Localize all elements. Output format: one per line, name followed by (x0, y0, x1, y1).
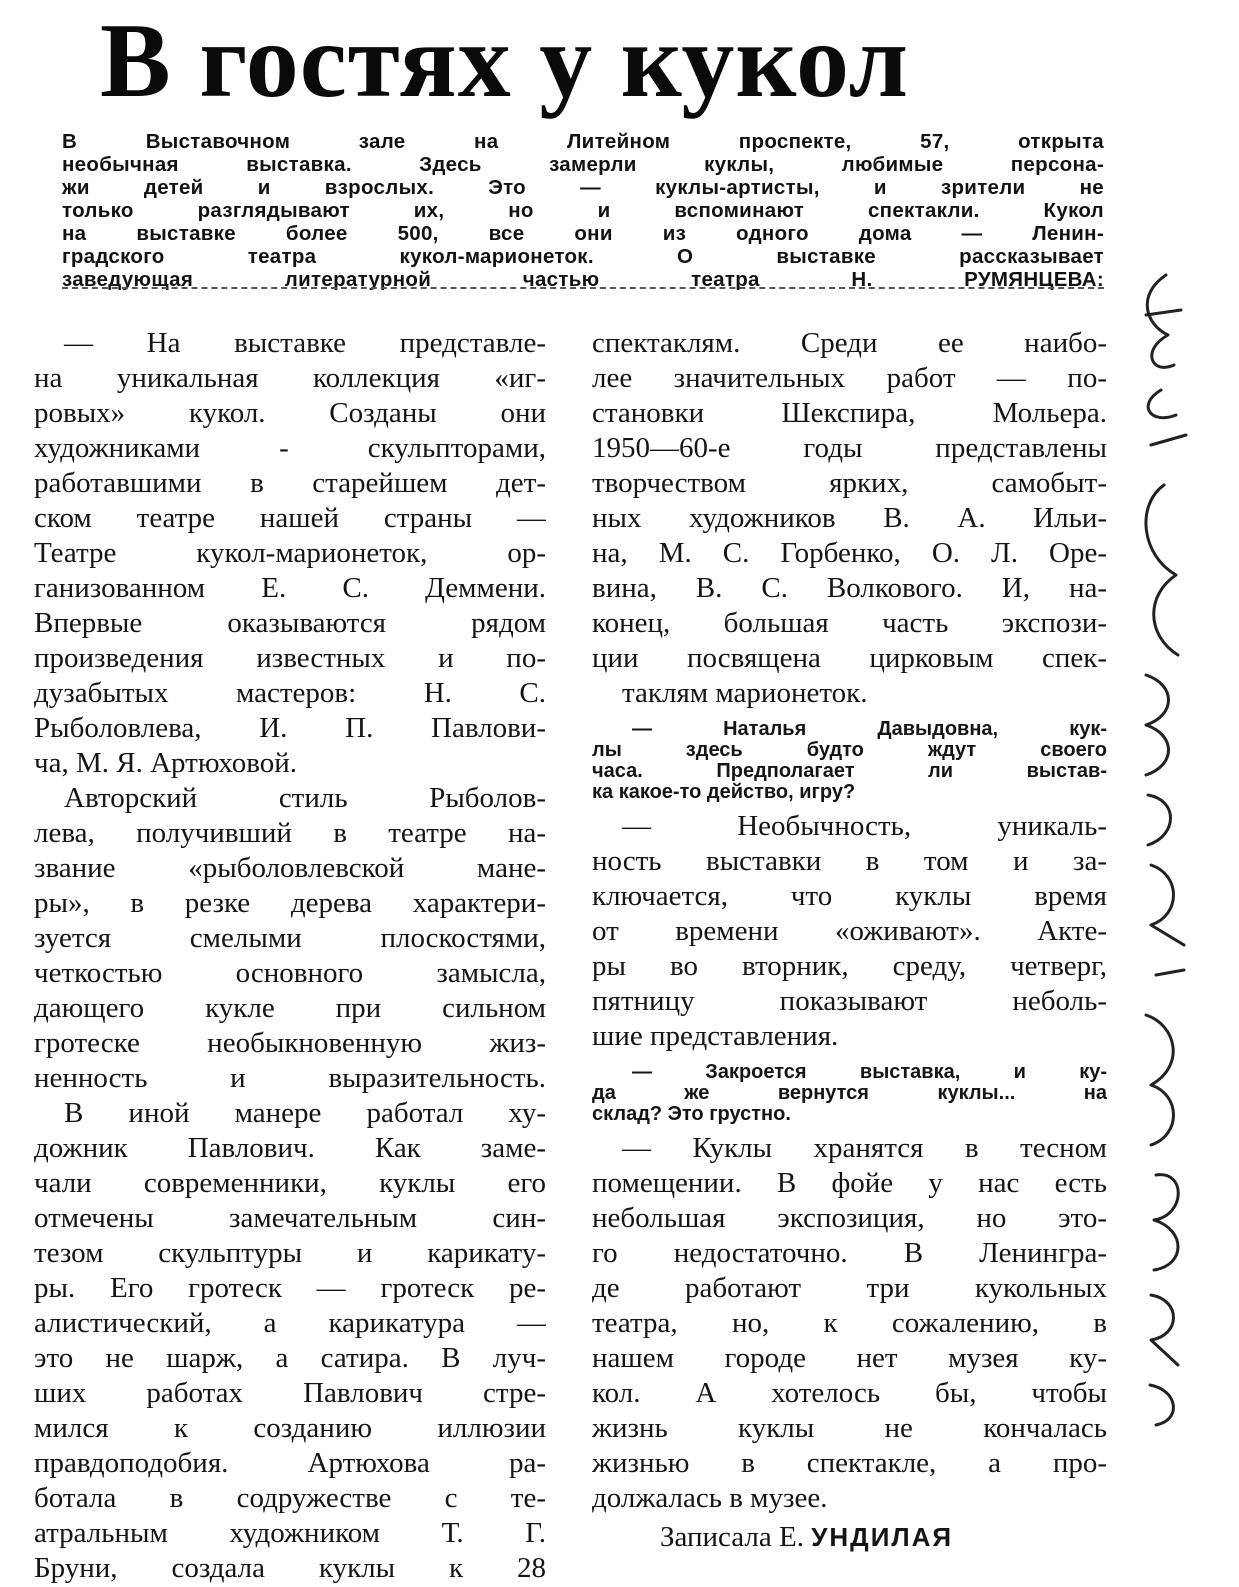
text-line: должалась в музее. (592, 1482, 828, 1514)
question-line: склад? Это грустно. (592, 1104, 791, 1125)
text-line: ровых» кукол. Созданы они (34, 397, 546, 429)
text-line: дающего кукле при сильном (34, 992, 546, 1024)
lead-line: жи детей и взрослых. Это — куклы-артисты, и зрители не (62, 176, 1104, 199)
text-line: тезом скульптуры и карикату- (34, 1237, 546, 1269)
headline: В гостях у кукол (100, 2, 910, 119)
text-line: ции посвящена цирковым спек- (592, 642, 1107, 674)
text-line: работавшими в старейшем дет- (34, 467, 546, 499)
interview-question (592, 719, 1107, 803)
text-line: ском театре нашей страны — (34, 502, 546, 534)
text-line: театра, но, к сожалению, в (592, 1307, 1107, 1339)
text-line: Рыболовлева, И. П. Павлови- (34, 712, 546, 744)
text-line: это не шарж, а сатира. В луч- (34, 1342, 546, 1374)
text-line: ботала в содружестве с те- (34, 1482, 546, 1514)
text-line: ча, М. Я. Артюховой. (34, 747, 298, 779)
text-line: спектаклям. Среди ее наибо- (592, 327, 1107, 359)
text-line: ры во вторник, среду, четверг, (592, 950, 1107, 982)
text-line: алистический, а карикатура — (34, 1307, 546, 1339)
signature (592, 1520, 1107, 1555)
text-line: ненность и выразительность. (34, 1062, 546, 1094)
question-line: часа. Предполагает ли выстав- (592, 761, 1107, 782)
text-line: ность выставки в том и за- (592, 845, 1107, 877)
interview-question (592, 1062, 1107, 1125)
text-line: Бруни, создала куклы к 28 (34, 1552, 546, 1584)
text-line: ключается, что куклы время (592, 880, 1107, 912)
text-line: художниками - скульпторами, (34, 432, 546, 464)
lead-line: только разглядывают их, но и вспоминают спектакли. Кукол (62, 199, 1104, 222)
text-line: дожник Павлович. Как заме- (34, 1132, 546, 1164)
text-line: лее значительных работ — по- (592, 362, 1107, 394)
lead-line: заведующая литературной частью театра Н. РУМЯНЦЕВА: (62, 268, 1104, 291)
question-line: да же вернутся куклы... на (592, 1083, 1107, 1104)
text-line: конец, большая часть экспози- (592, 607, 1107, 639)
divider-rule (62, 287, 1104, 289)
signature-name: УНДИЛАЯ (811, 1522, 954, 1552)
text-line: В иной манере работал ху- (64, 1097, 546, 1129)
handwritten-note (1106, 255, 1196, 1435)
text-line: кол. А хотелось бы, чтобы (592, 1377, 1107, 1409)
text-line: на, М. С. Горбенко, О. Л. Оре- (592, 537, 1107, 569)
text-line: дузабытых мастеров: Н. С. (34, 677, 546, 709)
lead-line: В Выставочном зале на Литейном проспекте, 57, открыта (62, 130, 1104, 153)
text-line: творчеством ярких, самобыт- (592, 467, 1107, 499)
text-line: зуется смелыми плоскостями, (34, 922, 546, 954)
text-line: произведения известных и по- (34, 642, 546, 674)
handwritten-note-image (1106, 255, 1196, 1435)
text-line: Театре кукол-марионеток, ор- (34, 537, 546, 569)
text-line: — На выставке представле- (64, 327, 546, 359)
text-line: правдоподобия. Артюхова ра- (34, 1447, 546, 1479)
text-line: вина, В. С. Волкового. И, на- (592, 572, 1107, 604)
text-line: шие представления. (592, 1020, 839, 1052)
text-line: на уникальная коллекция «иг- (34, 362, 546, 394)
text-line: де работают три кукольных (592, 1272, 1107, 1304)
text-line: четкостью основного замысла, (34, 957, 546, 989)
text-line: ших работах Павлович стре- (34, 1377, 546, 1409)
text-line: ных художников В. А. Ильи- (592, 502, 1107, 534)
question-line: лы здесь будто ждут своего (592, 740, 1107, 761)
text-line: ганизованном Е. С. Деммени. (34, 572, 546, 604)
text-line: Впервые оказываются рядом (34, 607, 546, 639)
text-line: ры. Его гротеск — гротеск ре- (34, 1272, 546, 1304)
text-line: — Необычность, уникаль- (622, 810, 1107, 842)
lead-line: необычная выставка. Здесь замерли куклы, любимые персона- (62, 153, 1104, 176)
text-line: становки Шекспира, Мольера. (592, 397, 1107, 429)
text-line: лева, получивший в театре на- (34, 817, 546, 849)
article-column-right (592, 326, 1107, 1555)
text-line: помещении. В фойе у нас есть (592, 1167, 1107, 1199)
text-line: пятницу показывают неболь- (592, 985, 1107, 1017)
text-line: го недостаточно. В Ленингра- (592, 1237, 1107, 1269)
text-line: гротеске необыкновенную жиз- (34, 1027, 546, 1059)
text-line: 1950—60-е годы представлены (592, 432, 1107, 464)
text-line: — Куклы хранятся в тесном (622, 1132, 1107, 1164)
article-column-left (34, 326, 546, 1586)
text-line: небольшая экспозиция, но это- (592, 1202, 1107, 1234)
text-line: жизнь куклы не кончалась (592, 1412, 1107, 1444)
text-line: чали современники, куклы его (34, 1167, 546, 1199)
question-line: — Закроется выставка, и ку- (632, 1062, 1107, 1083)
question-line: — Наталья Давыдовна, кук- (632, 719, 1107, 740)
text-line: Авторский стиль Рыболов- (64, 782, 546, 814)
signature-prefix: Записала Е. (660, 1521, 804, 1553)
text-line: атральным художником Т. Г. (34, 1517, 546, 1549)
lead-line: на выставке более 500, все они из одного дома — Ленин- (62, 222, 1104, 245)
question-line: ка какое-то действо, игру? (592, 782, 856, 803)
text-line: мился к созданию иллюзии (34, 1412, 546, 1444)
text-line: ры», в резке дерева характери- (34, 887, 546, 919)
lead-line: градского театра кукол-марионеток. О выставке рассказывает (62, 245, 1104, 268)
text-line: отмечены замечательным син- (34, 1202, 546, 1234)
text-line: жизнью в спектакле, а про- (592, 1447, 1107, 1479)
text-line: таклям марионеток. (622, 677, 868, 709)
text-line: нашем городе нет музея ку- (592, 1342, 1107, 1374)
lead-paragraph (62, 130, 1104, 291)
text-line: звание «рыболовлевской мане- (34, 852, 546, 884)
text-line: от времени «оживают». Акте- (592, 915, 1107, 947)
